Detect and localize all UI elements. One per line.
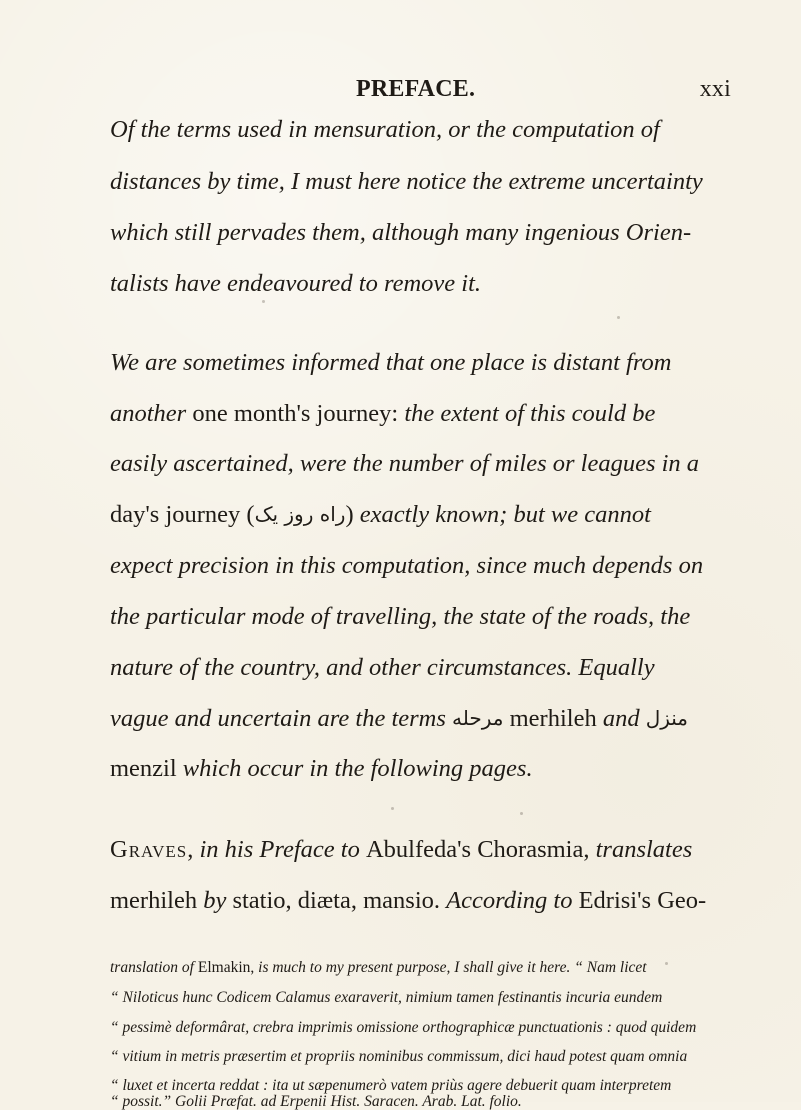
text-run: translation of <box>110 959 198 976</box>
text-run: is much to my present purpose, I shall give it here. “ Nam licet <box>258 959 647 976</box>
text-run: “ possit.” <box>110 1093 176 1110</box>
paragraph-2-line-1 <box>110 351 671 376</box>
paragraph-3-line-2 <box>110 889 706 914</box>
paragraph-2-line-3 <box>110 452 699 477</box>
paragraph-2-line-2 <box>110 402 655 427</box>
paragraph-1-line-2 <box>110 170 703 195</box>
footnote-line-3 <box>110 1020 696 1036</box>
text-run: “ Niloticus hunc Codicem Calamus exaraverit, nimium tamen festinantis incuria eundem <box>110 989 663 1006</box>
text-run: distances by time, I must here notice the extreme uncertainty <box>110 168 703 195</box>
page-number: xxi <box>699 76 731 102</box>
paper-speck <box>391 807 394 810</box>
text-run: We are sometimes informed that one place is distant from <box>110 349 672 376</box>
footnote-line-5 <box>110 1078 671 1094</box>
text-run: “ vitium in metris præsertim et propriis nominibus commissum, dici haud potest quam omnia <box>110 1048 688 1065</box>
arabic-term-merhileh: مرحله <box>452 706 504 730</box>
text-run: and <box>602 705 646 732</box>
text-run: Graves <box>110 836 188 863</box>
text-run: which still pervades them, although many ingenious Orien- <box>110 219 692 246</box>
paper-speck <box>520 812 523 815</box>
paragraph-3-line-1 <box>110 838 692 863</box>
paragraph-2-line-8 <box>110 707 688 732</box>
footnote-line-2 <box>110 990 662 1006</box>
paper-speck <box>617 316 620 319</box>
paper-speck <box>665 962 668 965</box>
paragraph-2-line-5 <box>110 554 703 579</box>
text-run: menzil <box>110 755 183 782</box>
text-run: Elmakin, <box>197 959 259 976</box>
paragraph-2-line-7 <box>110 656 655 681</box>
text-run: merhileh <box>110 887 204 914</box>
page-header <box>110 76 731 106</box>
text-run: Of the terms used in mensuration, or the computation of <box>110 116 660 143</box>
paragraph-2-line-4 <box>110 503 651 528</box>
paragraph-1-line-1 <box>110 118 660 143</box>
text-run: another <box>110 400 187 427</box>
text-run: the extent of this could be <box>404 400 656 427</box>
text-run: the particular mode of travelling, the state of the roads, the <box>110 603 691 630</box>
footnote-line-4 <box>110 1049 687 1065</box>
text-run: talists have endeavoured to remove it. <box>110 270 482 297</box>
arabic-phrase: راه روز یک <box>254 502 346 526</box>
running-head: PREFACE. <box>356 76 476 102</box>
paragraph-2-line-6 <box>110 605 690 630</box>
text-run: ) <box>345 501 360 528</box>
paragraph-1-line-4 <box>110 272 481 297</box>
text-run: , <box>187 836 200 863</box>
text-run: Abulfeda's Chorasmia, <box>365 836 596 863</box>
text-run: Edrisi's Geo- <box>578 887 707 914</box>
text-run: exactly known; but we cannot <box>359 501 651 528</box>
text-run: translates <box>595 836 693 863</box>
footnote-line-1 <box>110 960 647 976</box>
text-run: “ pessimè deformârat, crebra imprimis omissione orthographicæ punctuationis : quod quidem <box>110 1019 697 1036</box>
text-run: merhileh <box>503 705 603 732</box>
text-run: “ luxet et incerta reddat : ita ut sæpenumerò vatem priùs agere debuerit quam interpretem <box>110 1077 672 1094</box>
text-run: by <box>203 887 233 914</box>
text-run: expect precision in this computation, since much depends on <box>110 552 704 579</box>
paragraph-2-line-9 <box>110 757 533 782</box>
paper-speck <box>262 300 265 303</box>
text-run: According to <box>446 887 579 914</box>
text-run: nature of the country, and other circumstances. Equally <box>110 654 655 681</box>
text-run: day's journey ( <box>110 501 255 528</box>
text-run: Golii Præfat. ad Erpenii Hist. Saracen. Arab. Lat. folio. <box>175 1093 522 1110</box>
text-run: easily ascertained, were the number of miles or leagues in a <box>110 450 700 477</box>
text-run: statio, diæta, mansio. <box>232 887 447 914</box>
text-run: which occur in the following pages. <box>182 755 533 782</box>
text-run: in his Preface to <box>199 836 366 863</box>
arabic-term-menzil: منزل <box>645 706 689 730</box>
paragraph-1-line-3 <box>110 221 691 246</box>
text-run: one month's journey: <box>186 400 405 427</box>
text-run: vague and uncertain are the terms <box>110 705 453 732</box>
